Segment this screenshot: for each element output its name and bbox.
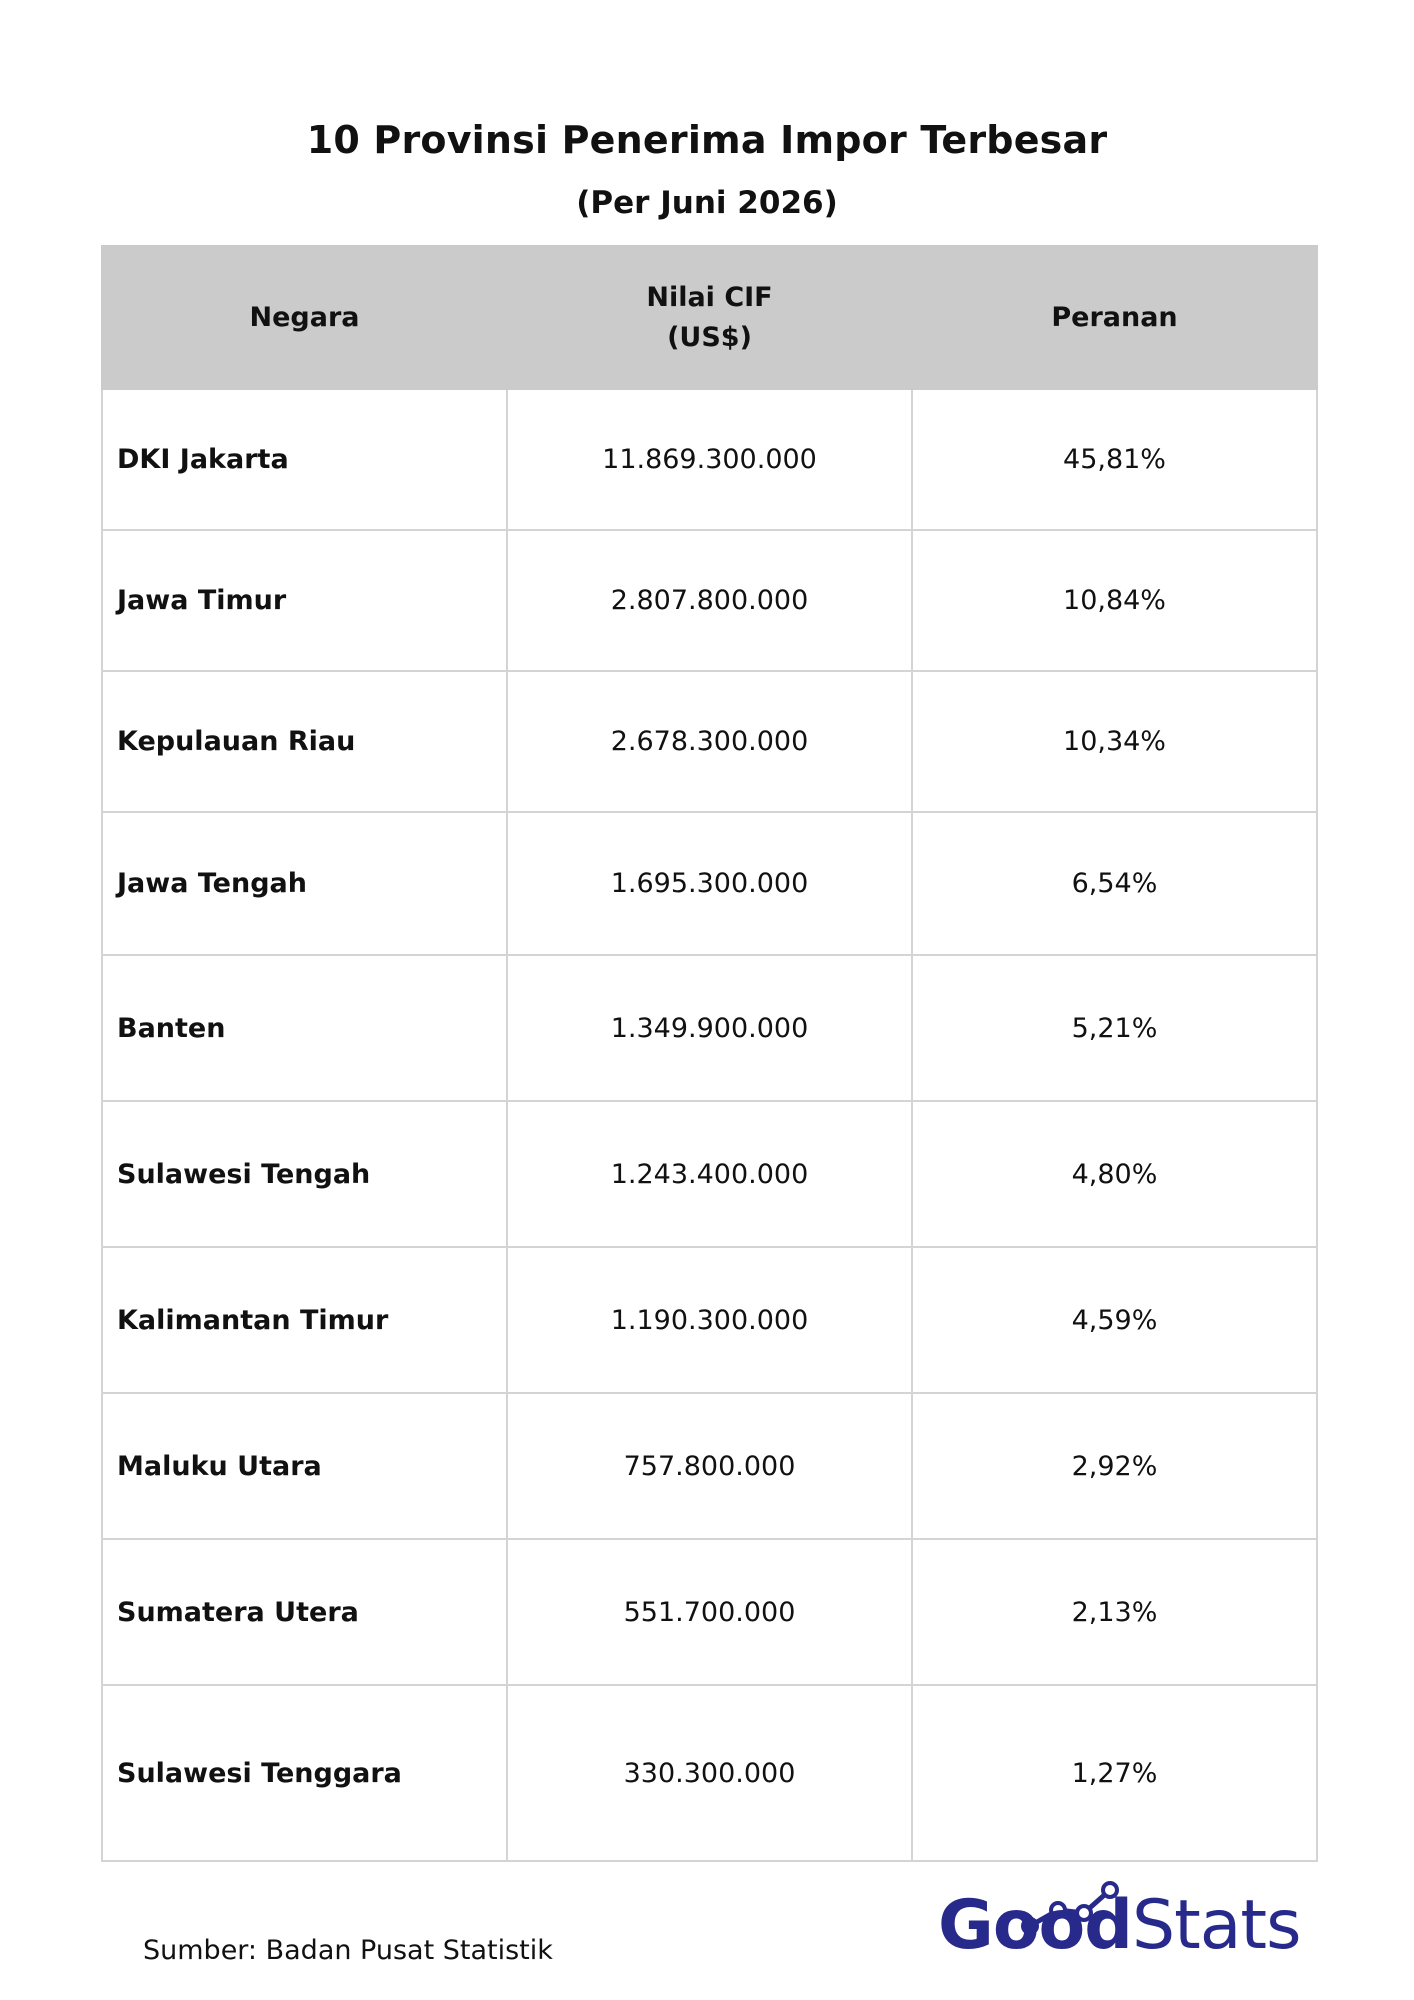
- header-nilai-cif-line2: (US$): [667, 321, 752, 353]
- province-name-cell: Sulawesi Tengah: [102, 1101, 507, 1247]
- source-note: Sumber: Badan Pusat Statistik: [143, 1935, 553, 1966]
- header-nilai-cif: [507, 246, 912, 389]
- logo-wordmark: [938, 1886, 1301, 1965]
- table-row: [102, 1539, 1317, 1685]
- share-percent-cell: 5,21%: [912, 955, 1317, 1101]
- header-negara: Negara: [102, 246, 507, 389]
- table-header-row: [102, 246, 1317, 389]
- cif-value-cell: 757.800.000: [507, 1393, 912, 1539]
- header-nilai-cif-line1: Nilai CIF: [646, 281, 773, 313]
- province-name-cell: Sulawesi Tenggara: [102, 1685, 507, 1861]
- cif-value-cell: 2.678.300.000: [507, 671, 912, 812]
- cif-value-cell: 1.190.300.000: [507, 1247, 912, 1393]
- province-name-cell: Banten: [102, 955, 507, 1101]
- share-percent-cell: 1,27%: [912, 1685, 1317, 1861]
- table-row: [102, 1393, 1317, 1539]
- cif-value-cell: 330.300.000: [507, 1685, 912, 1861]
- share-percent-cell: 10,84%: [912, 530, 1317, 671]
- page-title: 10 Provinsi Penerima Impor Terbesar: [306, 118, 1108, 162]
- table-row: [102, 1247, 1317, 1393]
- province-name-cell: Jawa Timur: [102, 530, 507, 671]
- province-name-cell: Maluku Utara: [102, 1393, 507, 1539]
- share-percent-cell: 6,54%: [912, 812, 1317, 955]
- share-percent-cell: 4,59%: [912, 1247, 1317, 1393]
- province-name-cell: Kalimantan Timur: [102, 1247, 507, 1393]
- table-row: [102, 671, 1317, 812]
- province-name-cell: Sumatera Utera: [102, 1539, 507, 1685]
- logo-text-good: Good: [938, 1886, 1132, 1965]
- table-row: [102, 530, 1317, 671]
- province-name-cell: DKI Jakarta: [102, 389, 507, 530]
- header-peranan: Peranan: [912, 246, 1317, 389]
- import-table: [101, 245, 1318, 1862]
- share-percent-cell: 2,13%: [912, 1539, 1317, 1685]
- table-row: [102, 1685, 1317, 1861]
- share-percent-cell: 45,81%: [912, 389, 1317, 530]
- page-subtitle: (Per Juni 2026): [576, 185, 838, 221]
- share-percent-cell: 2,92%: [912, 1393, 1317, 1539]
- province-name-cell: Jawa Tengah: [102, 812, 507, 955]
- share-percent-cell: 4,80%: [912, 1101, 1317, 1247]
- share-percent-cell: 10,34%: [912, 671, 1317, 812]
- cif-value-cell: 11.869.300.000: [507, 389, 912, 530]
- table-row: [102, 389, 1317, 530]
- cif-value-cell: 1.349.900.000: [507, 955, 912, 1101]
- logo-text-stats: Stats: [1131, 1886, 1301, 1965]
- goodstats-logo: [938, 1868, 1301, 1968]
- cif-value-cell: 1.243.400.000: [507, 1101, 912, 1247]
- cif-value-cell: 1.695.300.000: [507, 812, 912, 955]
- province-name-cell: Kepulauan Riau: [102, 671, 507, 812]
- table-row: [102, 812, 1317, 955]
- table-row: [102, 1101, 1317, 1247]
- table-row: [102, 955, 1317, 1101]
- cif-value-cell: 2.807.800.000: [507, 530, 912, 671]
- cif-value-cell: 551.700.000: [507, 1539, 912, 1685]
